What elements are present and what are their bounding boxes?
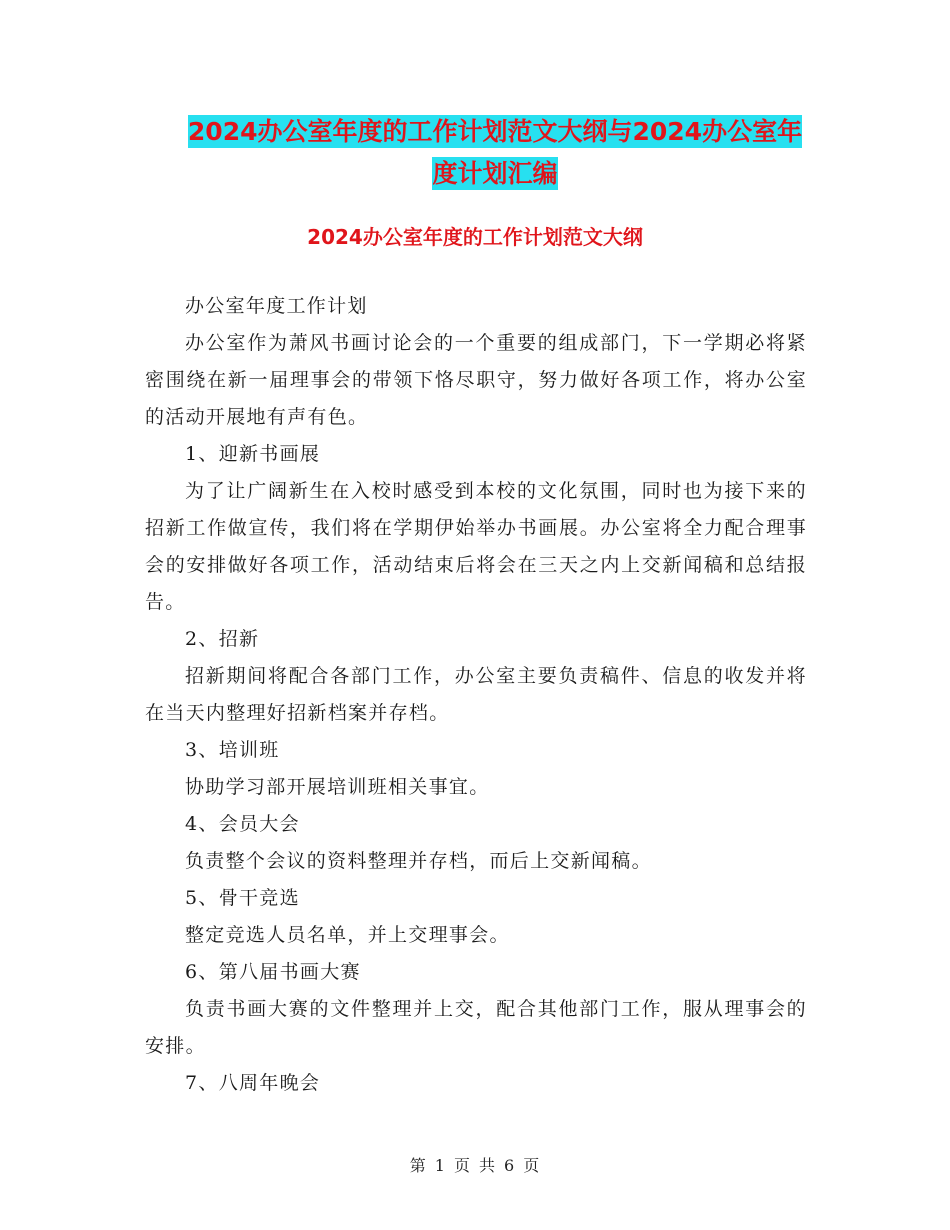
document-body <box>145 288 807 1102</box>
paragraph: 6、第八届书画大赛 <box>185 961 361 983</box>
document-title-line-2 <box>140 153 850 195</box>
paragraph: 4、会员大会 <box>185 813 300 835</box>
paragraph: 5、骨干竞选 <box>185 887 300 909</box>
paragraph: 办公室年度工作计划 <box>185 295 368 317</box>
paragraph: 1、迎新书画展 <box>185 443 321 465</box>
section-title: 2024办公室年度的工作计划范文大纲 <box>307 225 643 249</box>
paragraph: 7、八周年晚会 <box>185 1072 321 1094</box>
paragraph: 办公室作为萧风书画讨论会的一个重要的组成部门，下一学期必将紧密围绕在新一届理事会的带领下恪尽职守，努力做好各项工作，将办公室的活动开展地有声有色。 <box>145 332 807 428</box>
document-title-line-2-text: 度计划汇编 <box>432 159 558 188</box>
current-page-number: 1 <box>434 1156 446 1175</box>
paragraph: 招新期间将配合各部门工作，办公室主要负责稿件、信息的收发并将在当天内整理好招新档案并存档。 <box>145 665 807 724</box>
paragraph: 负责整个会议的资料整理并存档，而后上交新闻稿。 <box>185 850 652 872</box>
paragraph: 2、招新 <box>185 628 260 650</box>
page-label-prefix: 第 <box>409 1156 427 1175</box>
paragraph: 负责书画大赛的文件整理并上交，配合其他部门工作，服从理事会的安排。 <box>145 998 807 1057</box>
total-pages-number: 6 <box>504 1156 516 1175</box>
total-label: 共 <box>479 1156 497 1175</box>
document-title-line-1-text: 2024办公室年度的工作计划范文大纲与2024办公室年 <box>187 117 803 146</box>
paragraph: 协助学习部开展培训班相关事宜。 <box>185 776 490 798</box>
page-label-mid: 页 <box>453 1156 471 1175</box>
paragraph: 3、培训班 <box>185 739 280 761</box>
page-label-suffix: 页 <box>523 1156 541 1175</box>
document-title-line-1 <box>140 111 850 153</box>
paragraph: 为了让广阔新生在入校时感受到本校的文化氛围，同时也为接下来的招新工作做宣传，我们将在学期伊始举办书画展。办公室将全力配合理事会的安排做好各项工作，活动结束后将会在三天之内上交新闻稿和总结报告。 <box>145 480 807 613</box>
paragraph: 整定竞选人员名单，并上交理事会。 <box>185 924 510 946</box>
page-footer <box>0 1153 950 1176</box>
